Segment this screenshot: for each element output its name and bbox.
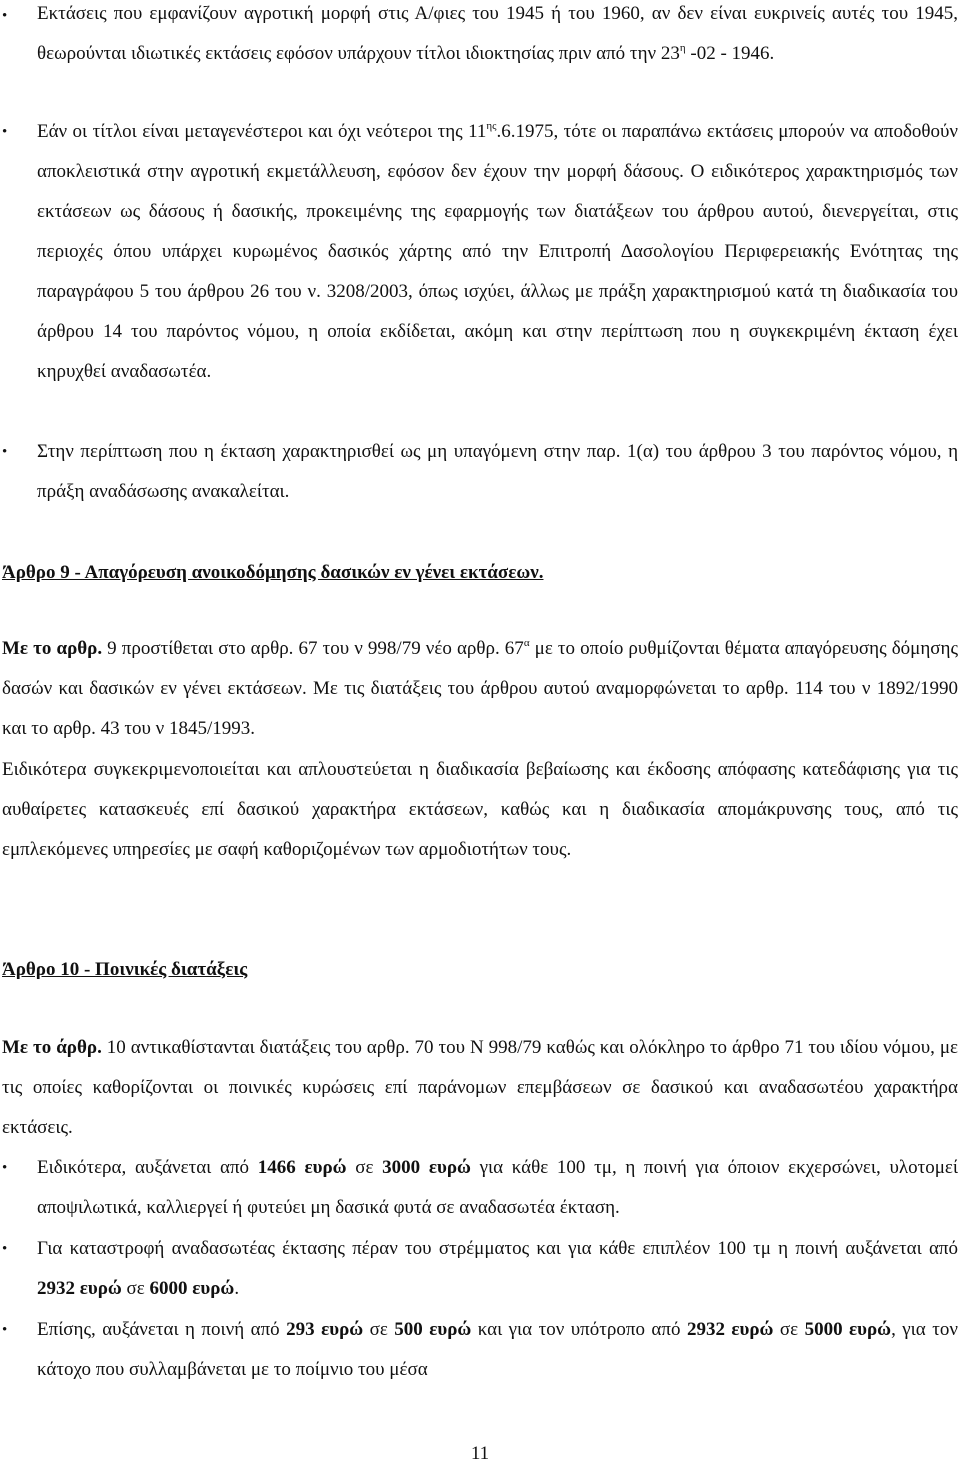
bullet-icon: • <box>2 1241 8 1257</box>
bullet-icon: • <box>2 124 8 140</box>
bullet-paragraph-3: Στην περίπτωση που η έκταση χαρακτηρισθεί ως μη υπαγόμενη στην παρ. 1(α) του άρθρου 3 του παρόντος νόμου, η πράξη αναδάσωσης ανακαλείται. <box>37 441 958 502</box>
article-9-paragraph: Με το αρθρ. 9 προστίθεται στο αρθρ. 67 του ν 998/79 νέο αρθρ. $67^\alpha$ με το οποίο ρυθμίζονται θέματα απαγόρευσης δόμησης δασών και δασικών εν γένει εκτάσεων. Με τις διατάξεις του άρθρου αυτού αναμορφώνεται το αρθρ. 114 του ν 1892/1990 και το αρθρ. 43 του ν 1845/1993. <box>2 636 958 739</box>
article-9-paragraph-2: Ειδικότερα συγκεκριμενοποιείται και απλουστεύεται η διαδικασία βεβαίωσης και έκδοσης απόφασης κατεδάφισης για τις αυθαίρετες κατασκευές επί δασικού χαρακτήρα εκτάσεων, καθώς και η διαδικασία απομάκρυνσης τους, από τις εμπλεκόμενες υπηρεσίες με σαφή καθοριζομένων των αρμοδιοτήτων τους. <box>2 759 958 860</box>
bullet-icon: • <box>2 8 8 24</box>
bullet-icon: • <box>2 1322 8 1338</box>
page-number: 11 <box>470 1443 490 1464</box>
bullet-paragraph-5: Για καταστροφή αναδασωτέας έκτασης πέραν του στρέμματος και για κάθε επιπλέον 100 τμ η ποινή αυξάνεται από 2932 ευρώ σε 6000 ευρώ. <box>37 1238 958 1299</box>
article-10-paragraph: Με το άρθρ. 10 αντικαθίστανται διατάξεις του αρθρ. 70 του Ν 998/79 καθώς και ολόκληρο το άρθρο 71 του ιδίου νόμου, με τις οποίες καθορίζονται οι ποινικές κυρώσεις επί παράνομων επεμβάσεων σε δασικού και αναδασωτέου χαρακτήρα εκτάσεις. <box>2 1037 959 1138</box>
article-9-heading: Άρθρο 9 - Απαγόρευση ανοικοδόμησης δασικών εν γένει εκτάσεων. <box>2 562 544 583</box>
bullet-paragraph-6: Επίσης, αυξάνεται η ποινή από 293 ευρώ σε 500 ευρώ και για τον υπότροπο από 2932 ευρώ σε 5000 ευρώ, για τον κάτοχο που συλλαμβάνεται με το ποίμνιο του μέσα <box>37 1319 958 1380</box>
article-10-heading: Άρθρο 10 - Ποινικές διατάξεις <box>2 959 248 980</box>
bullet-paragraph-1: Εκτάσεις που εμφανίζουν αγροτική μορφή στις Α/φιες του 1945 ή του 1960, αν δεν είναι ευκρινείς αυτές του 1945, θεωρούνται ιδιωτικές εκτάσεις εφόσον υπάρχουν τίτλοι ιδιοκτησίας πριν από την $23^\eta$ -02 - 1946. <box>37 3 958 64</box>
bullet-paragraph-2: Εάν οι τίτλοι είναι μεταγενέστεροι και όχι νεότεροι της $11^{\eta\varsigma}.6.1975$, τότε οι παραπάνω εκτάσεις μπορούν να αποδοθούν αποκλειστικά στην αγροτική εκμετάλλευση, εφόσον δεν έχουν την μορφή δάσους. Ο ειδικότερος χαρακτηρισμός των εκτάσεων ως δάσους ή δασικής, προκειμένης της εφαρμογής των διατάξεων του άρθρου αυτού, διενεργείται, στις περιοχές όπου υπάρχει κυρωμένος δασικός χάρτης από την Επιτροπή Δασολογίου Περιφερειακής Ενότητας της παραγράφου 5 του άρθρου 26 του ν. 3208/2003, όπως ισχύει, άλλως με πράξη χαρακτηρισμού κατά τη διαδικασία του άρθρου 14 του παρόντος νόμου, η οποία εκδίδεται, ακόμη και στην περίπτωση που η συγκεκριμένη έκταση έχει κηρυχθεί αναδασωτέα. <box>37 119 958 382</box>
bullet-icon: • <box>2 1160 8 1176</box>
bullet-icon: • <box>2 444 8 460</box>
bullet-paragraph-4: Ειδικότερα, αυξάνεται από 1466 ευρώ σε 3000 ευρώ για κάθε 100 τμ, η ποινή για όποιον εκχερσώνει, υλοτομεί αποψιλωτικά, καλλιεργεί ή φυτεύει μη δασικά φυτά σε αναδασωτέα έκταση. <box>37 1157 959 1218</box>
